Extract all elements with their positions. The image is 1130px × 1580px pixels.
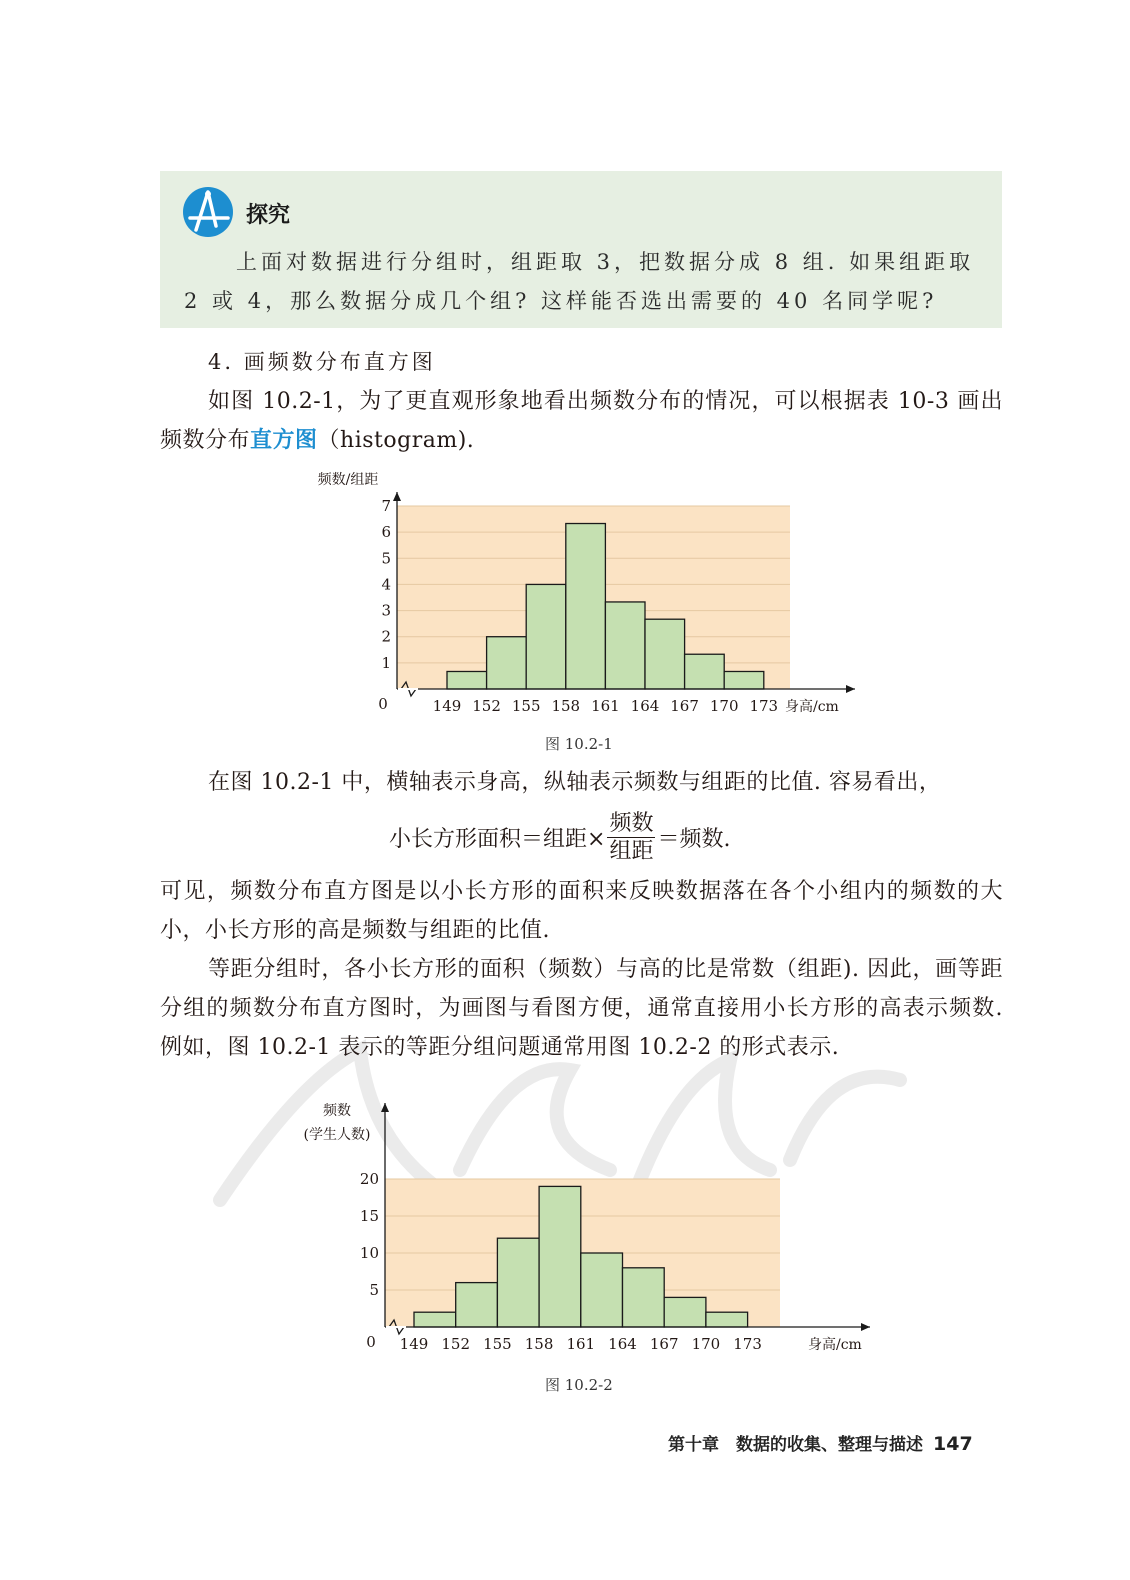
y-tick-label: 15 [359, 1207, 379, 1225]
formula-right: ＝频数. [657, 827, 731, 852]
compass-icon [182, 186, 234, 238]
histogram-bar [623, 1268, 665, 1327]
x-tick-label: 164 [630, 697, 660, 715]
y-tick-label: 4 [381, 575, 391, 594]
histogram-bar [724, 671, 764, 689]
chapter-title: 第十章 数据的收集、整理与描述 [668, 1435, 923, 1455]
histogram-bar [487, 637, 527, 689]
x-tick-label: 170 [709, 697, 739, 715]
explore-text: 上面对数据进行分组时，组距取 3，把数据分成 8 组. 如果组距取 2 或 4，那么数据分成几个组? 这样能否选出需要的 40 名同学呢? [184, 250, 975, 313]
figure-caption-1: 图 10.2-1 [545, 735, 613, 753]
x-tick-label: 158 [524, 1335, 554, 1353]
y-tick-label: 1 [381, 653, 391, 672]
histogram-bar [581, 1253, 623, 1327]
origin-label: 0 [366, 1333, 376, 1351]
area-formula [389, 810, 730, 865]
histogram-bar [685, 654, 725, 689]
explain-paragraph: 在图 10.2-1 中，横轴表示身高，纵轴表示频数与组距的比值. 容易看出， [208, 770, 942, 795]
y-tick-label: 2 [381, 627, 391, 646]
histogram-bar [706, 1312, 748, 1327]
x-axis-label: 身高/cm [785, 699, 839, 715]
x-tick-label: 152 [441, 1335, 471, 1353]
histogram-bar [645, 619, 685, 689]
histogram-bar [456, 1283, 498, 1327]
histogram-figure-2 [280, 1095, 880, 1365]
x-tick-label: 149 [399, 1335, 429, 1353]
y-tick-label: 7 [381, 497, 391, 515]
equal-interval-paragraph: 等距分组时，各小长方形的面积（频数）与高的比是常数（组距). 因此，画等距分组的频数分布直方图时，为画图与看图方便，通常直接用小长方形的高表示频数. 例如，图 10.2-1 表示的等距分组问题通常用图 10.2-2 的形式表示. [160, 957, 1003, 1060]
histogram-bar [566, 524, 606, 689]
histogram-bar [539, 1186, 581, 1327]
y-tick-label: 20 [359, 1170, 379, 1188]
y-axis-arrow [381, 1103, 389, 1112]
x-tick-label: 152 [472, 697, 501, 715]
x-axis-arrow [861, 1323, 870, 1331]
x-tick-label: 164 [608, 1335, 637, 1353]
origin-label: 0 [378, 695, 388, 713]
x-tick-label: 161 [566, 1335, 596, 1353]
x-tick-label: 167 [649, 1335, 679, 1353]
keyword-histogram: 直方图 [250, 427, 318, 453]
formula-denominator: 组距 [609, 839, 654, 864]
explore-box [160, 171, 1002, 328]
histogram-bar [447, 671, 487, 689]
formula-left: 小长方形面积＝组距× [389, 827, 606, 852]
x-tick-label: 158 [551, 697, 581, 715]
y-axis-label: 频数/组距 [317, 472, 379, 488]
x-tick-label: 170 [691, 1335, 721, 1353]
y-tick-label: 5 [381, 549, 391, 568]
histogram-bar [526, 584, 566, 689]
section-heading: 4. 画频数分布直方图 [208, 350, 436, 374]
histogram-bar [605, 602, 645, 689]
histogram-figure-1 [300, 462, 860, 722]
histogram-bar [414, 1312, 456, 1327]
y-axis-sublabel: (学生人数) [303, 1127, 371, 1143]
intro-text: 如图 10.2-1，为了更直观形象地看出频数分布的情况，可以根据表 10-3 画出频数分布 [160, 389, 1003, 453]
page-number: 147 [933, 1433, 973, 1455]
y-tick-label: 3 [381, 601, 391, 620]
axis-break-gap [398, 688, 418, 690]
y-axis-label: 频数 [323, 1103, 351, 1119]
formula-fraction [607, 810, 655, 865]
y-tick-label: 5 [369, 1281, 379, 1299]
x-tick-label: 155 [483, 1335, 512, 1353]
x-axis-arrow [846, 685, 855, 693]
formula-numerator: 频数 [609, 811, 654, 836]
x-tick-label: 155 [511, 697, 541, 715]
intro-text-end: （histogram). [317, 428, 475, 453]
axis-break-gap [386, 1326, 406, 1328]
histogram-bar [497, 1238, 539, 1327]
x-tick-label: 173 [733, 1335, 762, 1353]
histogram-bar [664, 1297, 706, 1327]
intro-paragraph [160, 382, 1003, 460]
figure-caption-2: 图 10.2-2 [545, 1376, 613, 1394]
y-tick-label: 6 [381, 523, 391, 542]
conclusion-paragraph: 可见，频数分布直方图是以小长方形的面积来反映数据落在各个小组内的频数的大小，小长方形的高是频数与组距的比值. [160, 879, 1003, 943]
y-tick-label: 10 [359, 1244, 379, 1262]
explore-title: 探究 [246, 203, 291, 228]
y-axis-arrow [393, 492, 401, 501]
x-axis-label: 身高/cm [808, 1337, 862, 1353]
x-tick-label: 167 [670, 697, 699, 715]
x-tick-label: 161 [591, 697, 620, 715]
page-footer [668, 1430, 973, 1455]
x-tick-label: 173 [749, 697, 779, 715]
x-tick-label: 149 [432, 697, 462, 715]
